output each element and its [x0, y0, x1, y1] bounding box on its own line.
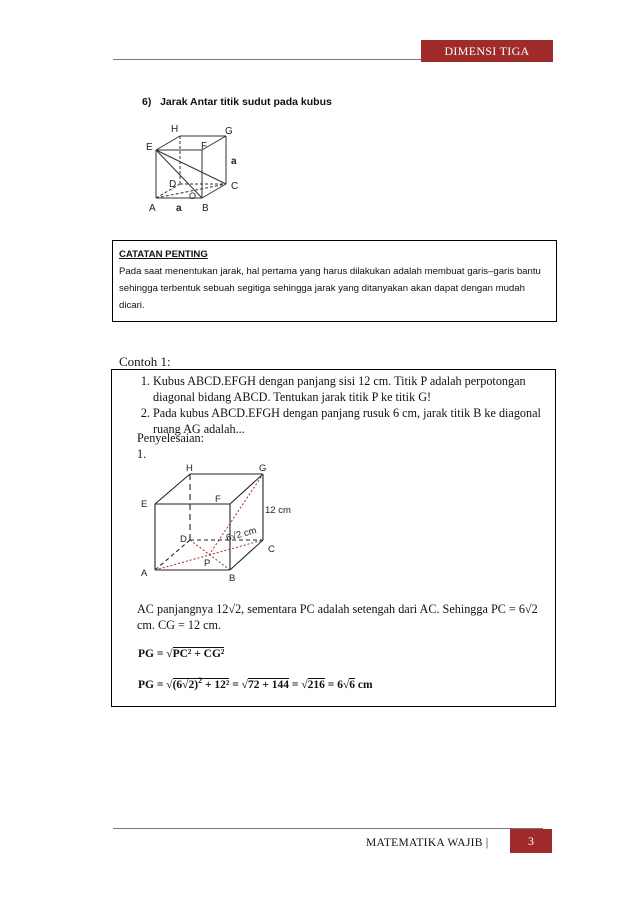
label-g: G — [225, 126, 233, 137]
problem-list-container — [123, 373, 543, 437]
solution-label: Penyelesaian: — [137, 431, 205, 445]
label-b: B — [202, 203, 209, 214]
footer-subject: MATEMATIKA WAJIB | — [366, 837, 489, 849]
formula-2-eq2: = — [289, 678, 302, 691]
label-c: C — [268, 544, 275, 555]
diagonal-ec — [156, 150, 226, 184]
formula-2-lhs: PG = — [138, 678, 167, 691]
label-h: H — [171, 124, 179, 135]
label-g: G — [259, 463, 267, 474]
edge-eh — [156, 136, 180, 150]
chapter-tag: DIMENSI TIGA — [421, 40, 553, 62]
formula-2: PG = $√(6√2)^2 + 12^2 = √72 + 144 = √216 = 6√6$ cm — [138, 676, 373, 691]
label-d: D — [169, 179, 177, 190]
label-f: F — [201, 141, 208, 152]
formula-2-term-a: (6√2) — [172, 678, 199, 691]
cube-figure-large — [135, 462, 300, 587]
edge-bc — [202, 184, 226, 198]
note-title: CATATAN PENTING — [119, 249, 208, 260]
problem-list — [123, 373, 543, 437]
solution-number: 1. — [137, 447, 147, 461]
label-pc-length: 6√2 cm — [224, 525, 258, 544]
label-side-bottom: a — [176, 203, 182, 214]
label-e: E — [146, 142, 153, 153]
label-a: A — [149, 203, 156, 214]
label-a: A — [141, 568, 148, 579]
formula-2-term-b: + 12² — [202, 678, 230, 691]
segment-pg — [209, 474, 263, 555]
label-d: D — [180, 534, 187, 545]
example-label: Contoh 1: — [119, 354, 171, 369]
label-o: O — [189, 191, 197, 201]
label-b: B — [229, 573, 236, 584]
label-e: E — [141, 499, 148, 510]
problem-item: 1. Kubus ABCD.EFGH dengan panjang sisi 12 cm. Titik P adalah perpotongan diagonal bidang ABCD. Tentukan jarak titik P ke titik G! — [153, 373, 543, 405]
cube-figure-small — [140, 120, 250, 216]
edge-fg — [230, 474, 263, 504]
label-p: P — [204, 558, 211, 569]
formula-1-lhs: PG = — [138, 648, 167, 660]
note-body: Pada saat menentukan jarak, hal pertama yang harus dilakukan adalah membuat garis–garis bantu sehingga terbentuk sebuah segitiga sehingga jarak yang ditanyakan akan dapat dengan mudah dicari. — [119, 266, 541, 311]
edge-bc — [230, 540, 263, 570]
label-edge-length: 12 cm — [265, 505, 291, 516]
formula-2-unit: cm — [355, 678, 373, 691]
label-c: C — [231, 181, 239, 192]
label-h: H — [186, 463, 193, 474]
formula-2-eq3: = 6 — [324, 678, 343, 691]
section-title: 6) Jarak Antar titik sudut pada kubus — [142, 96, 332, 108]
footer-rule — [113, 828, 543, 829]
edge-eh — [155, 474, 190, 504]
problem-item: 2. Pada kubus ABCD.EFGH dengan panjang rusuk 6 cm, jarak titik B ke diagonal ruang AG adalah... — [153, 405, 543, 437]
formula-1: PG = √PC² + CG² — [138, 648, 225, 660]
label-side-right: a — [231, 156, 237, 167]
formula-1-radicand: PC² + CG² — [172, 648, 225, 660]
formula-2-r3: 6 — [349, 678, 356, 691]
explanation-text: AC panjangnya 12√2, sementara PC adalah setengah dari AC. Sehingga PC = 6√2 cm. CG = 12 cm. — [137, 602, 538, 632]
label-f: F — [215, 494, 221, 505]
formula-2-r2: 216 — [307, 678, 325, 691]
formula-2-eq1: = — [229, 678, 242, 691]
formula-2-r1: 72 + 144 — [247, 678, 290, 691]
note-box — [112, 240, 557, 322]
formula-2-exponent: 2 — [198, 676, 203, 685]
page-number: 3 — [510, 829, 552, 853]
